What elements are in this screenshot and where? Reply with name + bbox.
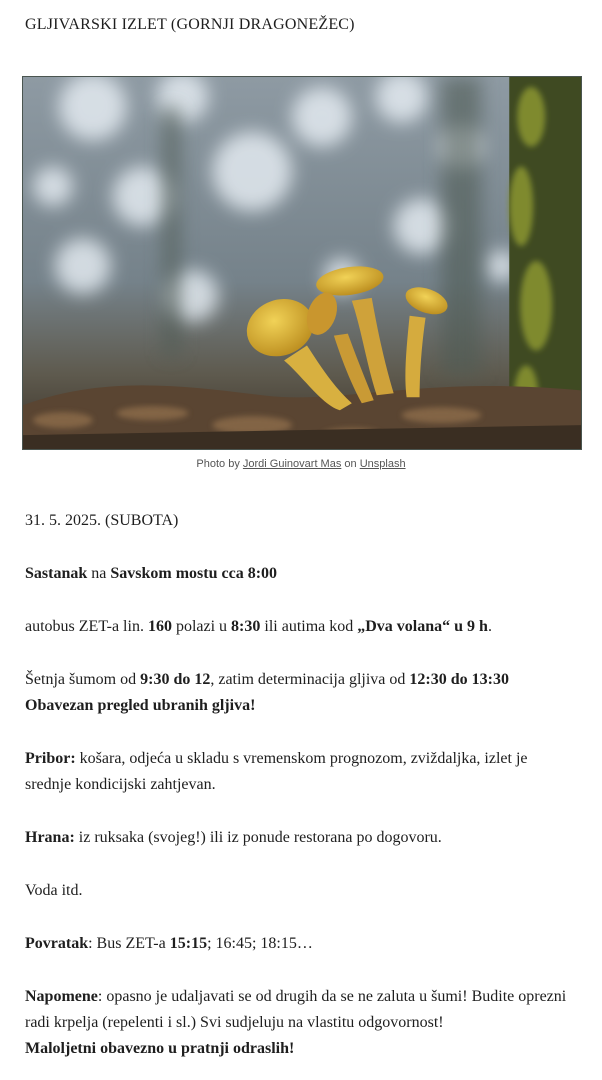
return-info: Povratak: Bus ZET-a 15:15; 16:45; 18:15…: [25, 935, 313, 952]
walk-schedule: Šetnja šumom od 9:30 do 12, zatim determinacija gljiva od 12:30 do 13:30: [25, 671, 509, 688]
bus-info: autobus ZET-a lin. 160 polazi u 8:30 ili autima kod „Dva volana“ u 9 h.: [25, 618, 492, 635]
photo-credit: Photo by Jordi Guinovart Mas on Unsplash: [196, 458, 406, 470]
food-info: Hrana: iz ruksaka (svojeg!) ili iz ponude restorana po dogovoru.: [25, 829, 442, 846]
gear-info: Pribor: košara, odjeća u skladu s vremenskom prognozom, zviždaljka, izlet je srednje kondicijski zahtjevan.: [25, 750, 528, 793]
page-title: GLJIVARSKI IZLET (GORNJI DRAGONEŽEC): [25, 16, 355, 33]
unsplash-link[interactable]: Unsplash: [359, 458, 406, 470]
inspection-note: Obavezan pregled ubranih gljiva!: [25, 697, 256, 714]
notes-info: Napomene: opasno je udaljavati se od drugih da se ne zaluta u šumi! Budite oprezni radi krpelja (repelenti i sl.) Svi sudjeluju na vlastitu odgovornost!: [25, 988, 567, 1031]
photographer-link[interactable]: Jordi Guinovart Mas: [242, 458, 342, 470]
meeting-info: Sastanak na Savskom mostu cca 8:00: [25, 565, 278, 582]
water-info: Voda itd.: [25, 882, 83, 899]
event-details: [25, 508, 575, 1062]
event-date: 31. 5. 2025. (SUBOTA): [25, 512, 179, 529]
mushroom-photo: [22, 76, 582, 450]
minors-note: Maloljetni obavezno u pratnji odraslih!: [25, 1040, 295, 1057]
